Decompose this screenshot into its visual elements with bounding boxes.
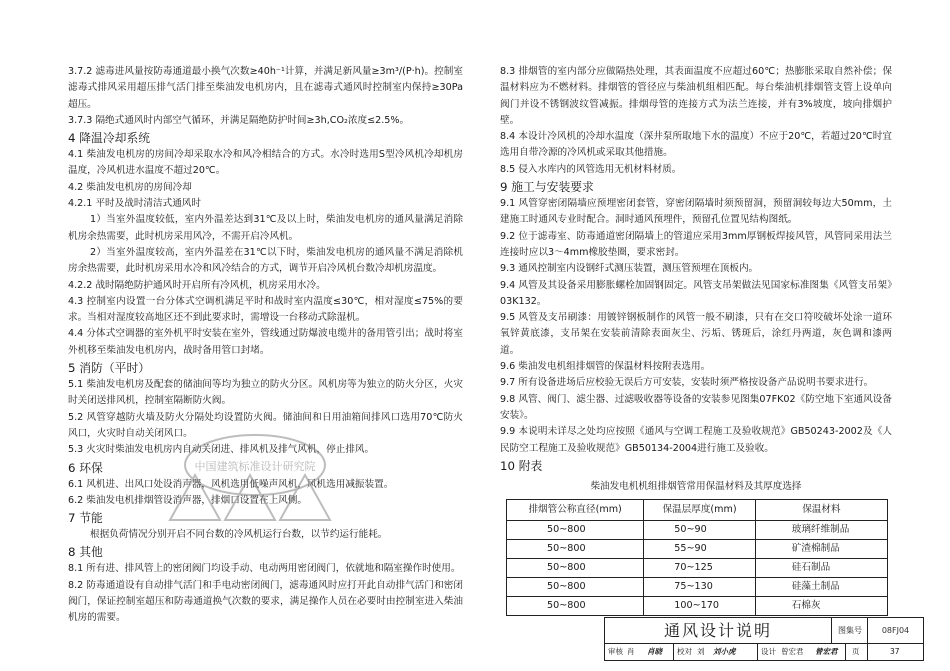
heading-9: 9 施工与安装要求 (500, 180, 594, 195)
table-row (507, 540, 888, 559)
heading-10: 10 附表 (500, 458, 543, 473)
cell-thickness: 70~125 (644, 559, 756, 578)
section-8-2: 8.2 防毒通道设有自动排气活门和手电动密闭阀门，滤毒通风时应打开此自动排气活门和密闭阀门，保证控制室超压和防毒通道换气次数的要求，满足操作人员在必要时由控制室进入柴油机房的需要。 (68, 579, 463, 624)
table-header-row (507, 500, 888, 521)
title-block (604, 617, 924, 661)
insulation-table (506, 499, 888, 616)
section-4-4: 4.4 分体式空调器的室外机平时安装在室外，管线通过防爆波电缆井的备用管引出；战时将室外机移至柴油发电机房内，战时备用管口封堵。 (68, 328, 463, 356)
title-block-top-row (605, 618, 923, 644)
cell-material: 矿渣棉制品 (755, 540, 887, 559)
section-9-3: 9.3 通风控制室内设钢纤式测压装置，测压管预埋在顶板内。 (500, 263, 759, 275)
watermark-stamp (150, 420, 360, 540)
design-signature: 曾宏君 (815, 647, 838, 656)
section-4-2-1: 4.2.1 平时及战时清洁式通风时 (68, 198, 201, 210)
section-7: 根据负荷情况分别开启不同台数的冷风机运行台数，以节约运行能耗。 (90, 529, 388, 541)
page-number: 37 (890, 647, 900, 656)
review-label: 审核 (608, 647, 623, 656)
section-6-1: 6.1 风机进、出风口处设消声器，风机选用低噪声风机，风机选用减振装置。 (68, 478, 394, 490)
section-4-2-1-item-1: 1）当室外温度较低，室内外温差达到31℃及以上时，柴油发电机房的通风量满足消除机房余热需要，此时机房采用风冷，不需开启冷风机。 (68, 214, 463, 242)
section-9-8: 9.8 风管、阀门、滤尘器、过滤吸收器等设备的安装参见图集07FK02《防空地下室通风设备安装》。 (500, 393, 892, 421)
section-8-5: 8.5 侵入水库内的风管选用无机材料材质。 (500, 163, 682, 175)
header-material: 保温材料 (755, 500, 887, 521)
section-8-4: 8.4 本设计冷风机的冷却水温度（深井泵所取地下水的温度）不应于20℃，若超过20℃时宜选用自带冷源的冷风机或采取其他措施。 (500, 131, 892, 159)
cell-diameter: 50~800 (507, 597, 644, 616)
stamp-triangle-icon (225, 475, 275, 520)
section-9-6: 9.6 柴油发电机组排烟管的保温材料按附表选用。 (500, 361, 711, 373)
section-9-7: 9.7 所有设备进场后应校验无误后方可安装，安装时须严格按设备产品说明书要求进行。 (500, 377, 874, 389)
review-signature: 肖晓 (647, 647, 662, 656)
section-9-4: 9.4 风管及其设备采用膨胀螺栓加固钢固定。风管支吊架做法见国家标准图集《风管支吊架》03K132。 (500, 279, 892, 307)
design-label: 设计 (761, 647, 776, 656)
cell-diameter: 50~800 (507, 540, 644, 559)
check-name: 刘 (697, 647, 705, 656)
heading-6: 6 环保 (68, 460, 103, 475)
cell-thickness: 100~170 (644, 597, 756, 616)
divider (757, 644, 758, 660)
section-6-2: 6.2 柴油发电机排烟管设消声器，排烟口设置在上风侧。 (68, 494, 307, 506)
cell-diameter: 50~800 (507, 578, 644, 597)
review-name: 肖 (627, 647, 635, 656)
cell-material: 玻璃纤维制品 (755, 521, 887, 540)
section-5-2: 5.2 风管穿越防火墙及防火分隔处均设置防火阀。储油间和日用油箱间排风口选用70℃防火风口，火灾时自动关闭风口。 (68, 411, 463, 439)
right-column (500, 64, 892, 616)
cell-material: 硅石制品 (755, 559, 887, 578)
cell-thickness: 75~130 (644, 578, 756, 597)
header-diameter: 排烟管公称直径(mm) (507, 500, 644, 521)
cell-diameter: 50~800 (507, 521, 644, 540)
section-9-1: 9.1 风管穿密闭隔墙应预埋密闭套管，穿密闭隔墙时须预留洞，预留洞较每边大50mm，土建施工时通风专业时配合。洞时通风预埋件，预留孔位置见结构图纸。 (500, 198, 892, 226)
left-column (68, 64, 463, 627)
divider (673, 644, 674, 660)
table-row (507, 559, 888, 578)
table-title: 柴油发电机机组排烟管常用保温材料及其厚度选择 (590, 480, 802, 492)
section-9-5: 9.5 风管及支吊刷漆：用镀锌钢板制作的风管一般不刷漆，只有在交口符咬破坏处涂一道环氧锌黄底漆，支吊架在安装前清除表面灰尘、污垢、锈斑后，涂红丹两道，灰色调和漆两道。 (500, 312, 892, 356)
stamp-text: 中国建筑标准设计研究院 (194, 460, 316, 473)
check-label: 校对 (677, 647, 692, 656)
cell-material: 硅藻土制品 (755, 578, 887, 597)
section-8-3: 8.3 排烟管的室内部分应做隔热处理，其表面温度不应超过60℃；热膨胀采取自然补偿；保温材料应为不燃材料。排烟管的管径应与柴油机组相匹配。每台柴油机排烟管支管上设单向阀门并设不锈钢波纹管减振。排烟母管的连接方式为法兰连接，并有3%坡度，坡向排烟护壁。 (500, 66, 892, 126)
section-3-7-2: 3.7.2 滤毒进风量按防毒通道最小换气次数≥40h⁻¹计算，并满足新风量≥3m³/(P·h)。控制室滤毒式排风采用超压排气活门排至柴油发电机房内，且在滤毒式通风时控制室内保持≥30Pa超压。 (68, 66, 463, 110)
section-9-9: 9.9 本说明未详尽之处均应按照《通风与空调工程施工及验收规范》GB50243-2002及《人民防空工程施工及验收规范》GB50134-2004进行施工及验收。 (500, 426, 892, 454)
cell-diameter: 50~800 (507, 559, 644, 578)
title-block-signature-row (605, 644, 923, 660)
cell-material: 石棉灰 (755, 597, 887, 616)
table-row (507, 578, 888, 597)
section-3-7-3: 3.7.3 隔绝式通风时内部空气循环，并满足隔绝防护时间≥3h,CO₂浓度≤2.5%。 (68, 114, 410, 126)
section-9-2: 9.2 位于滤毒室、防毒通道密闭隔墙上的管道应采用3mm厚钢板焊接风管，风管同采用法兰连接时应以3～4mm橡胶垫圈，要求密封。 (500, 230, 892, 258)
check-signature: 刘小虎 (713, 647, 736, 656)
heading-8: 8 其他 (68, 545, 103, 560)
table-row (507, 521, 888, 540)
table-row (507, 597, 888, 616)
section-4-2-2: 4.2.2 战时隔绝防护通风时开启所有冷风机，机房采用水冷。 (68, 279, 326, 291)
section-5-1: 5.1 柴油发电机房及配套的储油间等均为独立的防火分区。风机房等为独立的防火分区，火灾时关闭送排风机，控制室隔断防火阀。 (68, 379, 463, 407)
atlas-number: 08FJ04 (881, 626, 910, 635)
heading-4: 4 降温冷却系统 (68, 131, 151, 146)
heading-5: 5 消防（平时） (68, 361, 151, 376)
section-8-1: 8.1 所有进、排风管上的密闭阀门均设手动、电动两用密闭阀门，依就地和隔室操作时使用。 (68, 563, 461, 575)
section-5-3: 5.3 火灾时柴油发电机房内自动关闭进、排风机及排气风机，停止排风。 (68, 444, 375, 456)
stamp-triangle-icon (280, 475, 330, 520)
section-4-2: 4.2 柴油发电机房的房间冷却 (68, 181, 192, 193)
section-4-2-1-item-2: 2）当室外温度较高，室内外温差在31℃以下时，柴油发电机房的通风量不满足消除机房余热需要，此时机房采用水冷和风冷结合的方式，调节开启冷风机台数冷却机房温度。 (68, 246, 463, 275)
page-label: 页 (852, 647, 860, 656)
cell-thickness: 50~90 (644, 521, 756, 540)
design-name: 曾宏君 (781, 647, 804, 656)
section-4-1: 4.1 柴油发电机房的房间冷却采取水冷和风冷相结合的方式。水冷时选用S型冷风机冷却机房温度，冷风机进水温度不超过20℃。 (68, 149, 463, 177)
atlas-number-label: 图集号 (838, 626, 862, 635)
drawing-title: 通风设计说明 (605, 618, 832, 643)
header-thickness: 保温层厚度(mm) (644, 500, 756, 521)
divider (845, 644, 846, 660)
section-4-3: 4.3 控制室内设置一台分体式空调机满足平时和战时室内温度≤30℃，相对湿度≤75%的要求。当相对湿度较高地区还不到此要求时，需增设一台移动式除湿机。 (68, 295, 463, 324)
heading-7: 7 节能 (68, 511, 103, 526)
cell-thickness: 55~90 (644, 540, 756, 559)
